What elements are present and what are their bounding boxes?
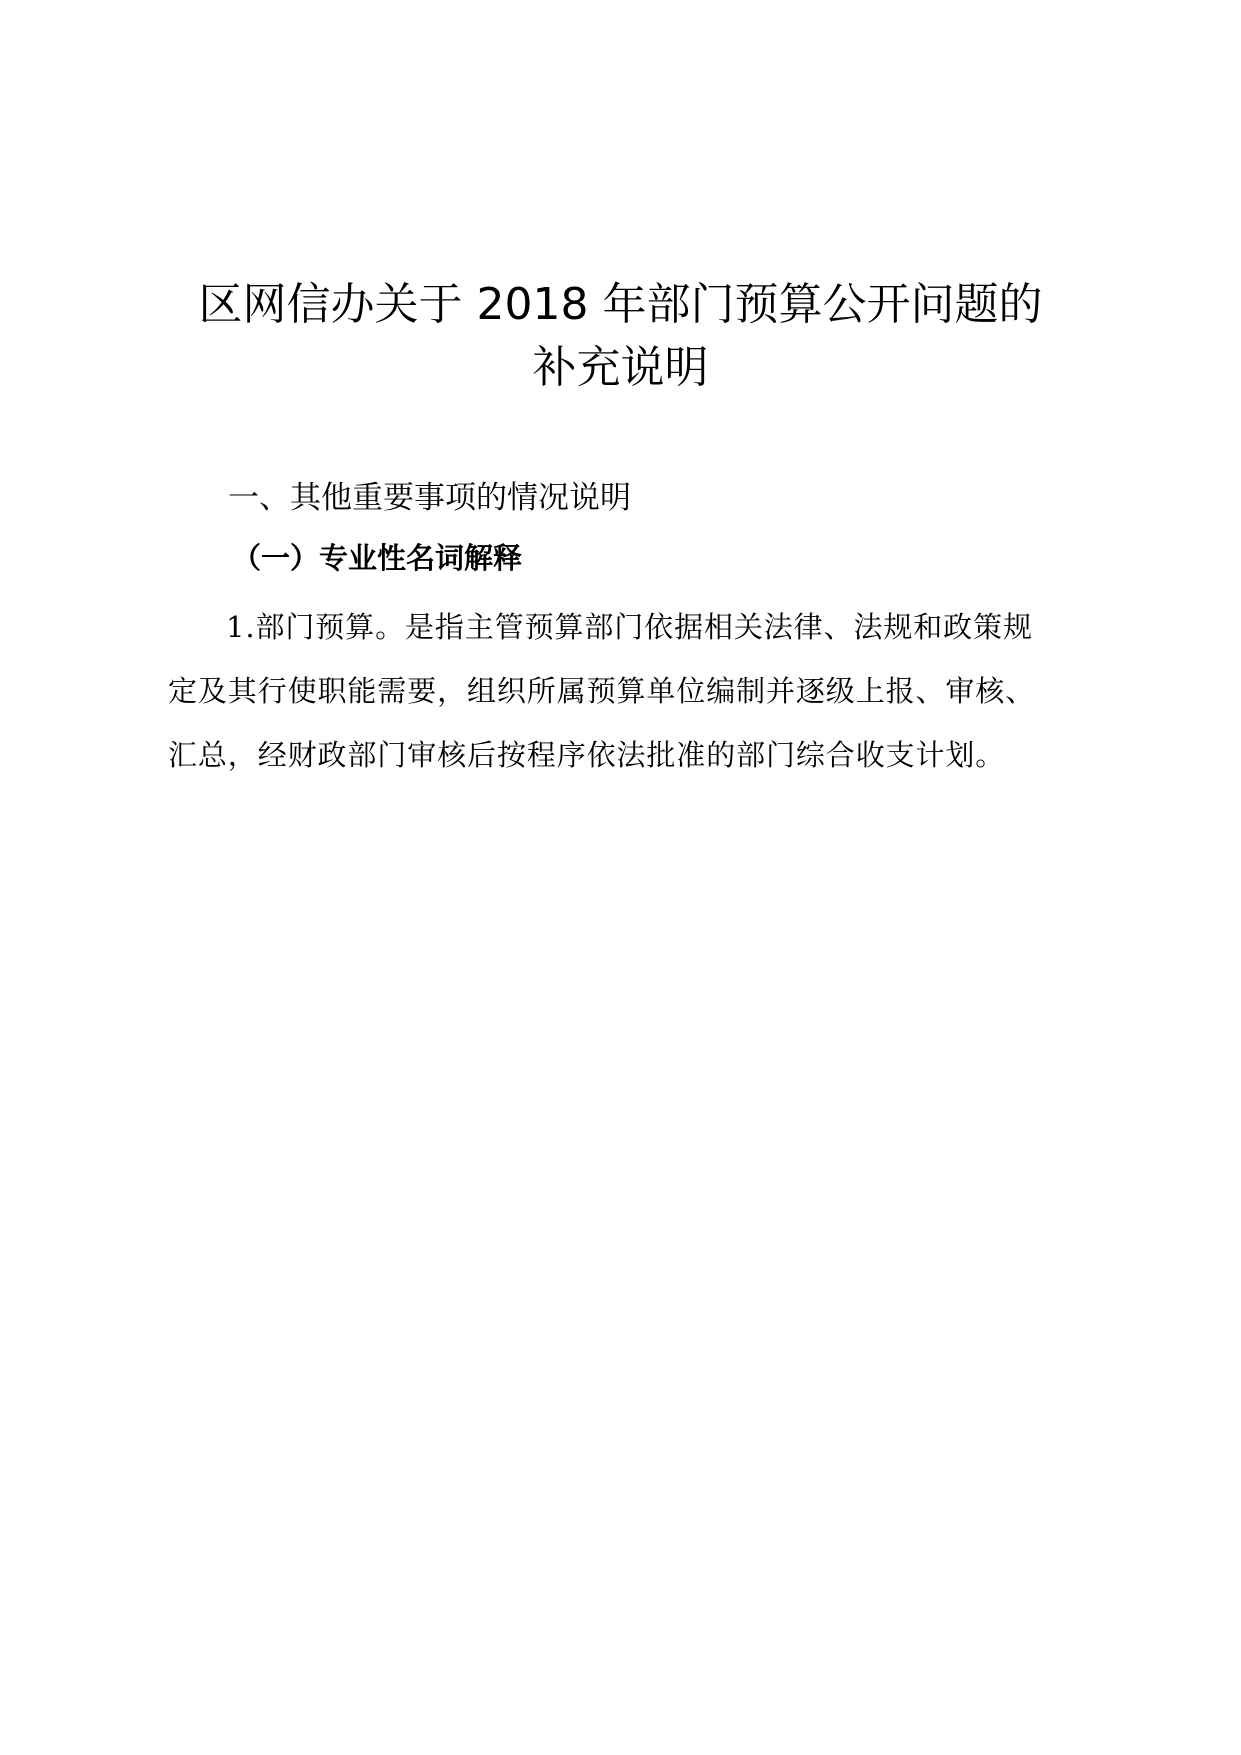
document-title-line-2: 补充说明 xyxy=(532,342,709,393)
body-paragraph xyxy=(168,595,1078,787)
section-heading: 一、其他重要事项的情况说明 xyxy=(228,480,631,516)
paragraph-line-1: 1.部门预算。是指主管预算部门依据相关法律、法规和政策规 xyxy=(226,610,1033,644)
paragraph-line-2: 定及其行使职能需要，组织所属预算单位编制并逐级上报、审核、 xyxy=(168,674,1036,708)
document-title-line-1: 区网信办关于 2018 年部门预算公开问题的 xyxy=(198,279,1043,330)
paragraph-line-3: 汇总，经财政部门审核后按程序依法批准的部门综合收支计划。 xyxy=(168,738,1006,772)
subsection-heading: （一）专业性名词解释 xyxy=(232,541,523,575)
